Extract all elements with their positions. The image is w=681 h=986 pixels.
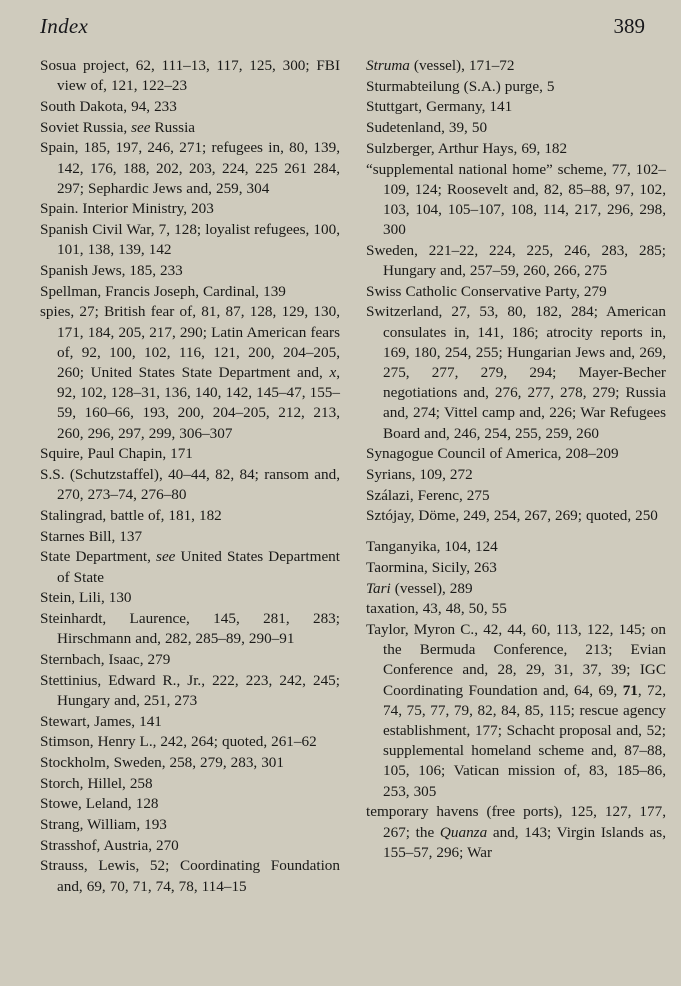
right-column (366, 56, 666, 974)
index-entry: Stimson, Henry L., 242, 264; quoted, 261–62 (40, 733, 317, 751)
index-entry: Taormina, Sicily, 263 (366, 558, 497, 576)
index-entry: Soviet Russia, see Russia (40, 118, 196, 136)
index-entry: Synagogue Council of America, 208–209 (366, 445, 619, 463)
index-entry: Stalingrad, battle of, 181, 182 (40, 506, 222, 524)
index-entry: Strang, William, 193 (40, 816, 167, 834)
index-entry: “supplemental national home” scheme, 77, 102–109, 124; Roosevelt and, 82, 85–88, 97, 102, 103, 104, 105–107, 108, 114, 217, 296, 298, 300 (366, 160, 666, 239)
index-entry: Steinhardt, Laurence, 145, 281, 283; Hirschmann and, 282, 285–89, 290–91 (40, 609, 340, 648)
index-entry: Stockholm, Sweden, 258, 279, 283, 301 (40, 753, 284, 771)
index-entry: Sternbach, Isaac, 279 (40, 650, 171, 668)
index-entry: Taylor, Myron C., 42, 44, 60, 113, 122, 145; on the Bermuda Conference, 213; Evian Conference and, 28, 29, 31, 37, 39; IGC Coordinating Foundation and, 64, 69, 71, 72, 74, 75, 77, 79, 82, 84, 85, 115; rescue agency establishment, 177; Schacht proposal and, 52; supplemental homeland scheme and, 87–88, 105, 106; Vatican mission of, 83, 185–86, 253, 305 (366, 620, 666, 800)
index-columns (40, 56, 666, 974)
section-gap (366, 527, 666, 537)
page-title: Index (40, 14, 89, 38)
index-entry: Stowe, Leland, 128 (40, 795, 159, 813)
index-entry: Stuttgart, Germany, 141 (366, 98, 513, 116)
index-entry: Spanish Civil War, 7, 128; loyalist refugees, 100, 101, 138, 139, 142 (40, 221, 340, 259)
index-entry: Stein, Lili, 130 (40, 589, 132, 607)
index-entry: Sosua project, 62, 111–13, 117, 125, 300; FBI view of, 121, 122–23 (40, 57, 340, 95)
index-entry: S.S. (Schutzstaffel), 40–44, 82, 84; ransom and, 270, 273–74, 276–80 (40, 466, 340, 504)
index-entry: Struma (vessel), 171–72 (366, 57, 515, 74)
index-entry: Storch, Hillel, 258 (40, 774, 153, 792)
index-entry: Starnes Bill, 137 (40, 527, 143, 545)
left-column (40, 56, 340, 974)
page-header (40, 14, 645, 44)
index-entry: Swiss Catholic Conservative Party, 279 (366, 282, 607, 300)
index-entry: Sztójay, Döme, 249, 254, 267, 269; quoted, 250 (366, 507, 658, 525)
index-entry: Spanish Jews, 185, 233 (40, 262, 183, 280)
index-entry: Squire, Paul Chapin, 171 (40, 445, 193, 463)
index-entry: temporary havens (free ports), 125, 127, 177, 267; the Quanza and, 143; Virgin Islands as, 155–57, 296; War (366, 803, 666, 861)
index-entry: Switzerland, 27, 53, 80, 182, 284; American consulates in, 141, 186; atrocity reports in, 169, 180, 254, 255; Hungarian Jews and, 269, 275, 277, 279, 294; Mayer-Becher negotiations and, 276, 277, 278, 279; Russia and, 274; Vittel camp and, 226; War Refugees Board and, 246, 254, 255, 259, 260 (366, 303, 666, 442)
index-entry: Tanganyika, 104, 124 (366, 538, 498, 556)
index-entry: Strasshof, Austria, 270 (40, 836, 179, 854)
index-entry: Strauss, Lewis, 52; Coordinating Foundation and, 69, 70, 71, 74, 78, 114–15 (40, 857, 340, 895)
page-number: 389 (613, 14, 645, 38)
index-entry: taxation, 43, 48, 50, 55 (366, 600, 507, 618)
index-entry: Sudetenland, 39, 50 (366, 119, 488, 137)
index-entry: Sulzberger, Arthur Hays, 69, 182 (366, 139, 568, 157)
index-entry: Spain. Interior Ministry, 203 (40, 200, 214, 218)
index-entry: Spain, 185, 197, 246, 271; refugees in, 80, 139, 142, 176, 188, 202, 203, 224, 225 261 284, 297; Sephardic Jews and, 259, 304 (40, 139, 340, 197)
index-entry: spies, 27; British fear of, 81, 87, 128, 129, 130, 171, 184, 205, 217, 290; Latin American fears of, 92, 100, 102, 116, 121, 200, 204–205, 260; United States State Department and, x, 92, 102, 128–31, 136, 140, 142, 145–47, 155–59, 160–66, 193, 200, 204–205, 212, 213, 260, 296, 297, 299, 306–307 (40, 303, 340, 442)
index-entry: Sturmabteilung (S.A.) purge, 5 (366, 77, 555, 95)
index-entry: Syrians, 109, 272 (366, 466, 473, 484)
index-entry: South Dakota, 94, 233 (40, 97, 177, 115)
index-entry: Spellman, Francis Joseph, Cardinal, 139 (40, 282, 286, 300)
index-entry: Tari (vessel), 289 (366, 579, 473, 597)
index-entry: Sweden, 221–22, 224, 225, 246, 283, 285; Hungary and, 257–59, 260, 266, 275 (366, 241, 666, 280)
index-entry: Szálazi, Ferenc, 275 (366, 486, 490, 504)
index-entry: Stettinius, Edward R., Jr., 222, 223, 242, 245; Hungary and, 251, 273 (40, 671, 340, 709)
index-entry: State Department, see United States Department of State (40, 548, 340, 586)
index-entry: Stewart, James, 141 (40, 712, 162, 730)
